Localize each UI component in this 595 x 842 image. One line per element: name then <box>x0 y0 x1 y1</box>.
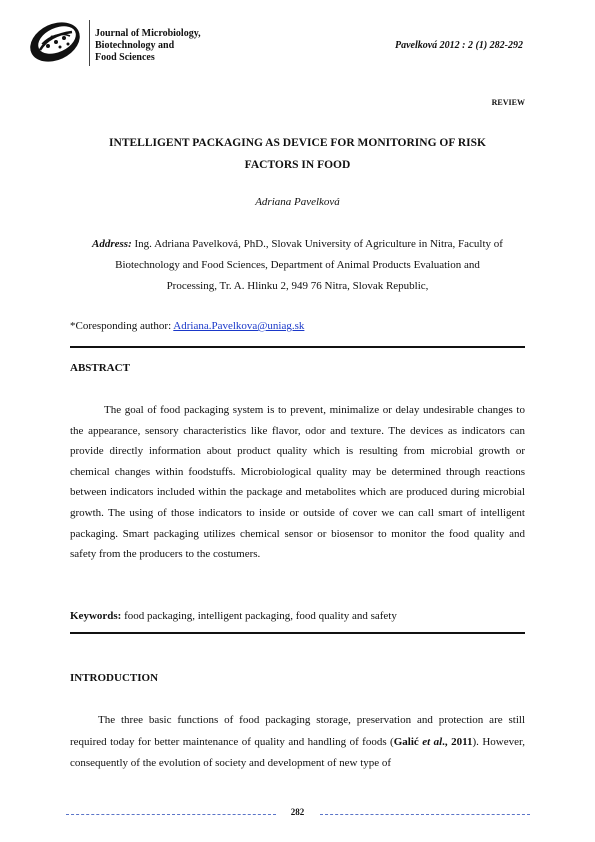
author-name: Adriana Pavelková <box>255 196 340 208</box>
intro-text: The three basic functions of food packaging storage, preservation and protection are still required today for better maintenance of quality and handling of foods ( <box>70 714 525 748</box>
introduction-text <box>70 710 525 775</box>
article-title <box>0 132 595 176</box>
introduction-heading: INTRODUCTION <box>70 672 159 684</box>
title-line: FACTORS IN FOOD <box>244 159 351 171</box>
section-rule <box>70 346 525 348</box>
title-line: INTELLIGENT PACKAGING AS DEVICE FOR MONITORING OF RISK <box>109 137 486 149</box>
abstract-body: The goal of food packaging system is to prevent, minimalize or delay undesirable changes to the appearance, sensory characteristics like flavor, odor and texture. The devices as indicators can provide directly information about product quality which is resulting from microbial growth or chemical changes within foodstuffs. Microbiological quality may be determined through reactions between indicators included within the package and metabolites which are produced during microbial growth. The using of those indicators to inside or outside of cover we can call smart of intelligent packaging. Smart packaging utilizes chemical sensor or biosensor to monitor the food quality and safety from the producers to the costumers. <box>70 404 525 561</box>
journal-name-line: Biotechnology and <box>95 40 175 51</box>
keywords-label: Keywords: <box>70 610 122 622</box>
address-line: Processing, Tr. A. Hlinku 2, 949 76 Nitra, Slovak Republic, <box>166 280 429 292</box>
address-label: Address: <box>92 238 132 250</box>
author-address <box>70 234 525 297</box>
citation: Pavelková 2012 : 2 (1) 282-292 <box>394 40 523 51</box>
keywords <box>70 610 397 622</box>
article-type: REVIEW <box>491 98 525 107</box>
keywords-text: food packaging, intelligent packaging, food quality and safety <box>121 610 397 622</box>
header-divider <box>89 20 90 66</box>
page-number: 282 <box>290 807 305 817</box>
address-line: Ing. Adriana Pavelková, PhD., Slovak University of Agriculture in Nitra, Faculty of <box>131 238 503 250</box>
section-rule <box>70 632 525 634</box>
corresponding-author <box>70 320 304 332</box>
journal-name-line: Food Sciences <box>95 52 155 63</box>
intro-citation-year: ., 2011 <box>442 735 473 748</box>
journal-name-line: Journal of Microbiology, <box>95 28 201 39</box>
address-line: Biotechnology and Food Sciences, Department of Animal Products Evaluation and <box>115 259 480 271</box>
abstract-heading: ABSTRACT <box>70 362 130 374</box>
corresponding-label: *Coresponding author: <box>70 320 174 332</box>
intro-citation-etal: et al <box>422 735 443 748</box>
intro-text: ). However, consequently of the evolution of society and development of new type of <box>70 735 525 769</box>
author-email-link[interactable]: Adriana.Pavelkova@uniag.sk <box>173 320 305 332</box>
abstract-text <box>70 400 525 565</box>
journal-name <box>95 28 201 64</box>
intro-citation-name: Galić <box>393 735 423 748</box>
journal-logo <box>26 20 84 66</box>
